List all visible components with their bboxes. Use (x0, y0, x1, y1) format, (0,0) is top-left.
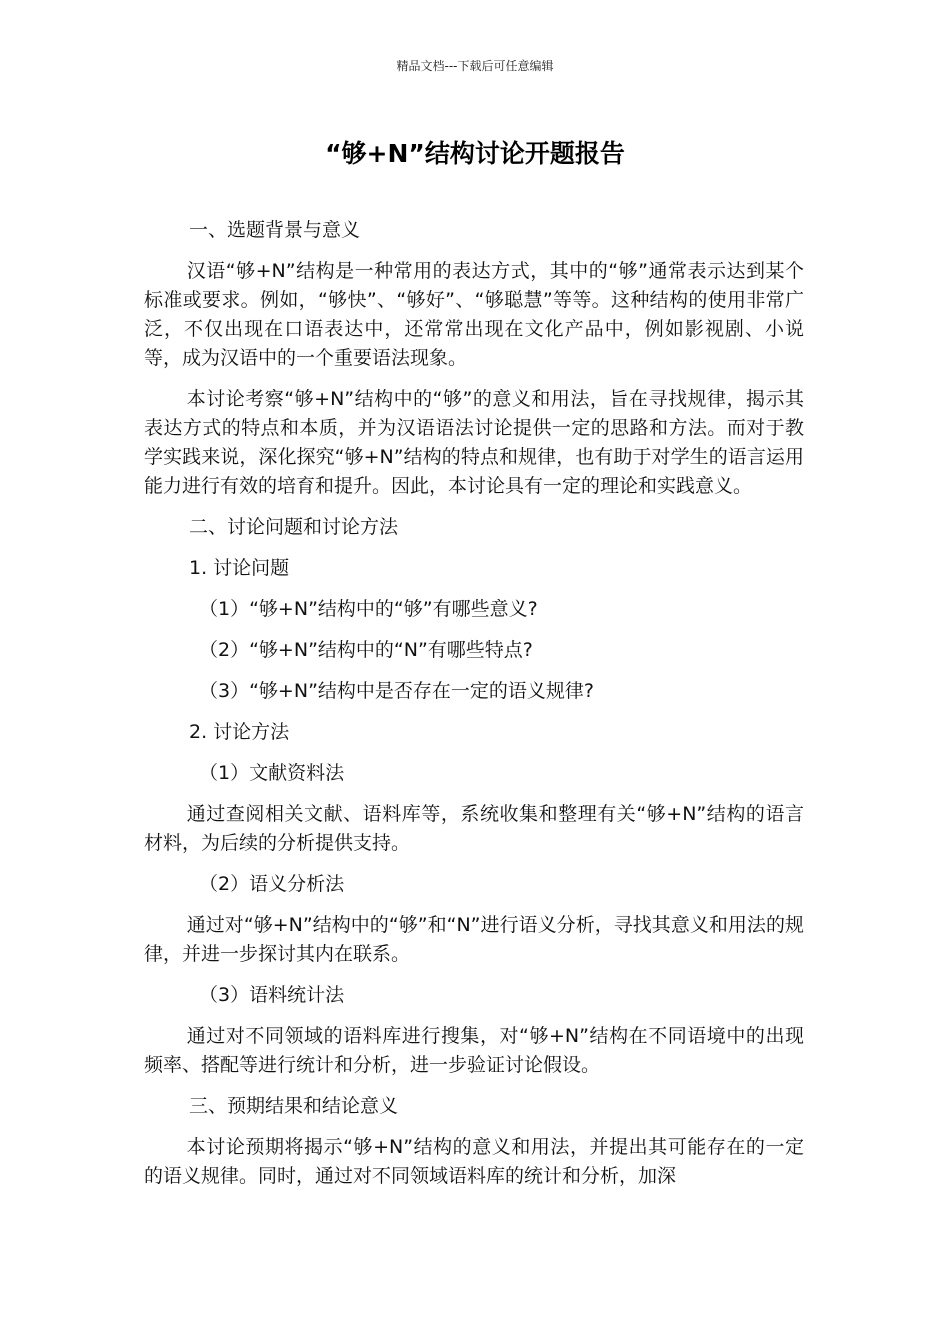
subheading-methods: 2. 讨论方法 (189, 721, 290, 743)
method-1-description: 通过查阅相关文献、语料库等，系统收集和整理有关“够+N”结构的语言材料，为后续的分析提供支持。 (144, 803, 804, 854)
method-item-3: （3）语料统计法 (199, 984, 345, 1006)
paragraph-expected-results: 本讨论预期将揭示“够+N”结构的意义和用法，并提出其可能存在的一定的语义规律。同时，通过对不同领域语料库的统计和分析，加深 (144, 1136, 804, 1187)
section-heading-expected-results: 三、预期结果和结论意义 (189, 1095, 399, 1117)
question-item-3: （3）“够+N”结构中是否存在一定的语义规律? (199, 680, 594, 702)
method-3-description: 通过对不同领域的语料库进行搜集，对“够+N”结构在不同语境中的出现频率、搭配等进行统计和分析，进一步验证讨论假设。 (144, 1025, 804, 1076)
question-item-1: （1）“够+N”结构中的“够”有哪些意义? (199, 598, 538, 620)
method-item-1: （1）文献资料法 (199, 762, 345, 784)
section-heading-background: 一、选题背景与意义 (189, 219, 361, 241)
document-title: “够+N”结构讨论开题报告 (325, 139, 625, 168)
subheading-questions: 1. 讨论问题 (189, 557, 290, 579)
page-header: 精品文档---下载后可任意编辑 (396, 59, 554, 73)
section-heading-questions-methods: 二、讨论问题和讨论方法 (189, 516, 399, 538)
method-item-2: （2）语义分析法 (199, 873, 345, 895)
paragraph-background-1: 汉语“够+N”结构是一种常用的表达方式，其中的“够”通常表示达到某个标准或要求。例如，“够快”、“够好”、“够聪慧”等等。这种结构的使用非常广泛，不仅出现在口语表达中，还常常出现在文化产品中，例如影视剧、小说等，成为汉语中的一个重要语法现象。 (144, 260, 804, 369)
document-body (144, 216, 804, 1203)
paragraph-background-2: 本讨论考察“够+N”结构中的“够”的意义和用法，旨在寻找规律，揭示其表达方式的特点和本质，并为汉语语法讨论提供一定的思路和方法。而对于教学实践来说，深化探究“够+N”结构的特点和规律，也有助于对学生的语言运用能力进行有效的培育和提升。因此，本讨论具有一定的理论和实践意义。 (144, 388, 804, 497)
question-item-2: （2）“够+N”结构中的“N”有哪些特点? (199, 639, 533, 661)
method-2-description: 通过对“够+N”结构中的“够”和“N”进行语义分析，寻找其意义和用法的规律，并进一步探讨其内在联系。 (144, 914, 804, 965)
